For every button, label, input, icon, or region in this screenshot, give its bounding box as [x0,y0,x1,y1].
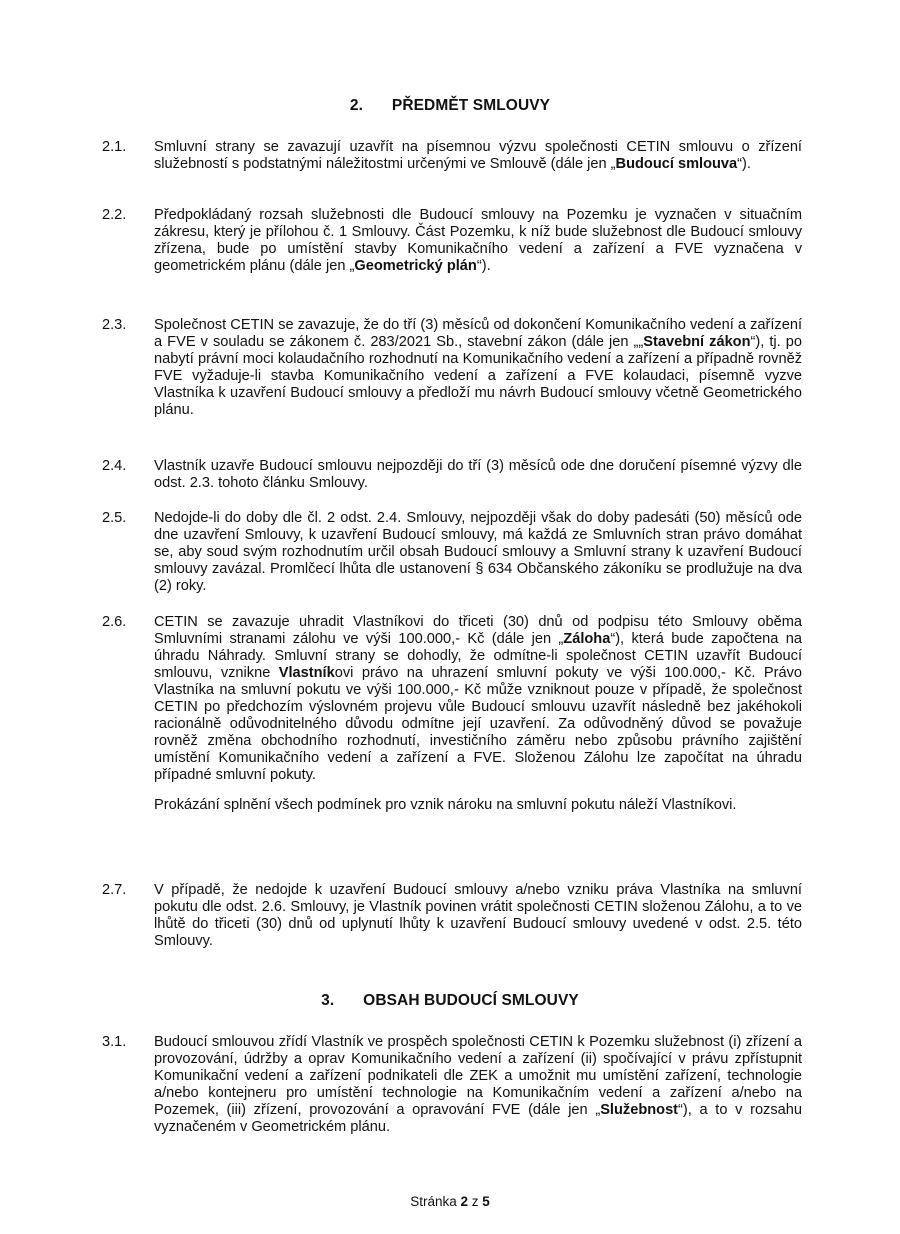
section-2-number: 2. [349,97,364,114]
clause-paragraph: V případě, že nedojde k uzavření Budoucí smlouvy a/nebo vzniku práva Vlastníka na smluvní pokutu dle odst. 2.6. Smlouvy, je Vlastník povinen vrátit společnosti CETIN složenou Zálohu, a to ve lhůtě do třiceti (30) dnů od uplynutí lhůty k uzavření Budoucí smlouvy uvedené v odst. 2.5. této Smlouvy. [154,882,802,949]
clause-paragraph: Společnost CETIN se zavazuje, že do tří (3) měsíců od dokončení Komunikačního vedení a zařízení a FVE v souladu se zákonem č. 283/2021 Sb., stavební zákon (dále jen „„Stavební zákon“), tj. po nabytí právní moci kolaudačního rozhodnutí na Komunikačního vedení a zařízení a případně rovněž FVE vyžaduje-li stavba Komunikačního vedení a zařízení a FVE kolaudaci, písemně vyzve Vlastníka k uzavření Budoucí smlouvy a předloží mu návrh Budoucí smlouvy včetně Geometrického plánu. [154,317,802,418]
clause-text [154,139,802,173]
clause-paragraph: Prokázání splnění všech podmínek pro vznik nároku na smluvní pokutu náleží Vlastníkovi. [154,797,737,813]
clause-2-2 [102,207,802,275]
defined-term: Záloha [563,631,611,647]
defined-term: Vlastník [278,665,335,681]
footer-prefix: Stránka [410,1194,461,1209]
section-3-heading [0,992,900,1010]
section-3-number: 3. [321,992,335,1009]
clause-3-1 [102,1034,802,1136]
clause-paragraph: Nedojde-li do doby dle čl. 2 odst. 2.4. Smlouvy, nejpozději však do doby padesáti (50) měsíců ode dne uzavření Smlouvy, k uzavření Budoucí smlouvy, má každá ze Smluvních stran právo domáhat se, aby soud svým rozhodnutím určil obsah Budoucí smlouvy a Smluvní strany k uzavření Budoucí smlouvy zavázal. Promlčecí lhůta dle ustanovení § 634 Občanského zákoníku se prodlužuje na dva (2) roky. [154,510,802,594]
section-3-title: OBSAH BUDOUCÍ SMLOUVY [363,992,579,1009]
clause-number: 2.4. [102,458,127,474]
defined-term: Budoucí smlouva [615,156,738,172]
clause-number: 2.6. [102,614,127,630]
page-footer [0,1194,900,1209]
clause-2-4 [102,458,802,492]
clause-paragraph: Předpokládaný rozsah služebnosti dle Budoucí smlouvy na Pozemku je vyznačen v situačním zákresu, který je přílohou č. 1 Smlouvy. Část Pozemku, k níž bude služebnost dle Budoucí smlouvy zřízena, bude po umístění stavby Komunikačního vedení a zařízení a FVE vyznačena v geometrickém plánu (dále jen „Geometrický plán“). [154,207,802,274]
clause-number: 2.3. [102,317,127,333]
clause-2-3 [102,317,802,419]
clause-2-6 [102,614,802,814]
clause-number: 2.2. [102,207,127,223]
clause-number: 2.7. [102,882,127,898]
clause-paragraph: Smluvní strany se zavazují uzavřít na písemnou výzvu společnosti CETIN smlouvu o zřízení služebností s podstatnými náležitostmi určenými ve Smlouvě (dále jen „Budoucí smlouva“). [154,139,802,172]
footer-total-pages: 5 [482,1194,490,1209]
clause-paragraph: CETIN se zavazuje uhradit Vlastníkovi do třiceti (30) dnů od podpisu této Smlouvy oběma Smluvními stranami zálohu ve výši 100.000,- Kč (dále jen „Záloha“), která bude započtena na úhradu Náhrady. Smluvní strany se dohodly, že odmítne-li společnost CETIN uzavřít Budoucí smlouvu, vznikne Vlastníkovi právo na uhrazení smluvní pokuty ve výši 100.000,- Kč. Právo Vlastníka na smluvní pokutu ve výši 100.000,- Kč může vzniknout pouze v případě, že společnost CETIN po předchozím výslovném projevu vůle Budoucí smlouvu uzavřít následně bez jakéhokoli racionálně odůvodnitelného důvodu odmítne její uzavření. Za odůvodněný důvod se považuje rovněž změna obchodního rozhodnutí, investičního záměru nebo způsobu právního zajištění umístění Komunikačního vedení a zařízení a FVE. Složenou Zálohu lze započítat na úhradu případné smluvní pokuty. [154,614,803,783]
footer-current-page: 2 [460,1194,468,1209]
section-2-heading [0,97,900,115]
defined-term: Geometrický plán [354,258,477,274]
clause-number: 2.5. [102,510,127,526]
clause-paragraph: Vlastník uzavře Budoucí smlouvu nejpozději do tří (3) měsíců ode dne doručení písemné výzvy dle odst. 2.3. tohoto článku Smlouvy. [154,458,802,491]
clause-text [154,614,802,814]
clause-text [154,207,802,275]
clause-text [154,510,802,595]
defined-term: Služebnost [600,1102,679,1118]
footer-middle: z [468,1194,483,1209]
defined-term: Stavební zákon [643,334,751,350]
clause-text [154,882,802,950]
section-2-title: PŘEDMĚT SMLOUVY [391,97,551,114]
clause-2-5 [102,510,802,595]
clause-text [154,458,802,492]
clause-number: 2.1. [102,139,127,155]
clause-number: 3.1. [102,1034,127,1050]
clause-text [154,1034,802,1136]
clause-2-7 [102,882,802,950]
clause-text [154,317,802,419]
clause-2-1 [102,139,802,173]
clause-paragraph: Budoucí smlouvou zřídí Vlastník ve prospěch společnosti CETIN k Pozemku služebnost (i) zřízení a provozování, údržby a oprav Komunikačního vedení a zařízení (ii) spočívající v právu zpřístupnit Komunikační vedení a zařízení podnikateli dle ZEK a umožnit mu umístění zařízení, technologie a/nebo kontejneru pro umístění technologie na Komunikačním vedení a zařízení a/nebo na Pozemek, (iii) zřízení, provozování a opravování FVE (dále jen „Služebnost“), a to v rozsahu vyznačeném v Geometrickém plánu. [154,1034,802,1135]
